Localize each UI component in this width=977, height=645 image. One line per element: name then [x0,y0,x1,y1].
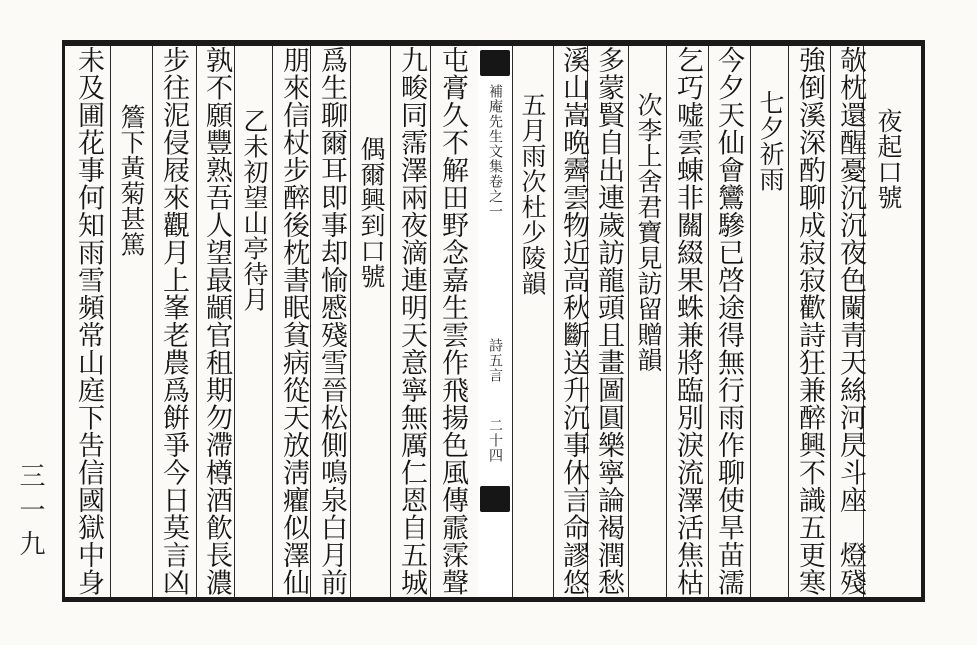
fishtail-mark [480,486,510,512]
column-rule [750,46,751,597]
column-rule [553,46,554,597]
poem-line: 爲生聊爾耳即事却愉慼殘雪晉松側鳴泉白月前 [316,46,347,596]
poem-line: 屯膏久不解田野念嘉生雲作飛揚色風傳霢霂聲 [437,46,468,596]
column-rule [708,46,709,597]
poem-line: 多蒙賢自出連歲訪龍頭且畫圖圓樂寧論褐潤愁 [593,46,624,596]
poem-line: 九畯同霈澤兩夜滴連明天意寧無厲仁恩自五城 [396,46,427,596]
poem-line: 未及圃花事何知雨雪頻常山庭下吿信國獄中身 [73,46,104,596]
column-rule [350,46,351,597]
column-rule [310,46,311,597]
centre-book-title: 補庵先生文集卷之一 [487,84,503,219]
fishtail-mark [480,50,510,76]
poem-title: 簷下黃菊甚篤 [117,104,146,257]
poem-title: 偶爾興到口號 [357,136,386,289]
column-rule [628,46,629,597]
poem-line: 步往泥侵屐來觀月上峯老農爲餠爭今日莫言凶 [158,46,189,596]
poem-title: 次李上舍君寶見訪留贈韻 [634,92,663,373]
column-rule [234,46,235,597]
column-rule [430,46,431,597]
poem-title: 五月雨次杜少陵韻 [518,92,547,296]
poem-line: 今夕天仙會鸞驂已啓途得無行雨作聊使旱苗濡 [713,46,744,596]
column-rule [512,46,513,597]
column-rule [788,46,789,597]
poem-line: 強倒溪深酌聊成寂寂歡詩狂兼醉興不識五更寒 [794,46,825,596]
poem-line: 乞巧嘘雲蝀非關綴果蛛兼將臨別淚流澤活焦枯 [672,46,703,596]
column-rule [666,46,667,597]
page-number: 三一九 [15,462,45,564]
column-rule [152,46,153,597]
poem-title: 乙未初望山亭待月 [240,108,269,312]
centre-margin [478,46,512,597]
column-rule [272,46,273,597]
poem-line: 溪山嵩晩霽雲物近高秋斷送升沉事休言命謬悠 [558,46,589,596]
column-rule [110,46,111,597]
centre-folio: 二十四 [487,418,503,463]
column-rule [830,46,831,597]
poem-title: 夜起口號 [874,108,903,210]
poem-title: 七夕祈雨 [756,90,785,192]
poem-line: 欹枕還醒憂沉沉夜色闌青天絲河昃斗座 燈殘 [835,46,866,596]
poem-line: 孰不願豐熟吾人望最顓官租期勿滯樽酒飮長濃 [201,46,232,596]
column-rule [196,46,197,597]
centre-section: 詩五言 [487,338,503,383]
column-rule [390,46,391,597]
poem-line: 朋來信杖步醉後枕書眠貧病從天放淸癯似澤仙 [278,46,309,596]
